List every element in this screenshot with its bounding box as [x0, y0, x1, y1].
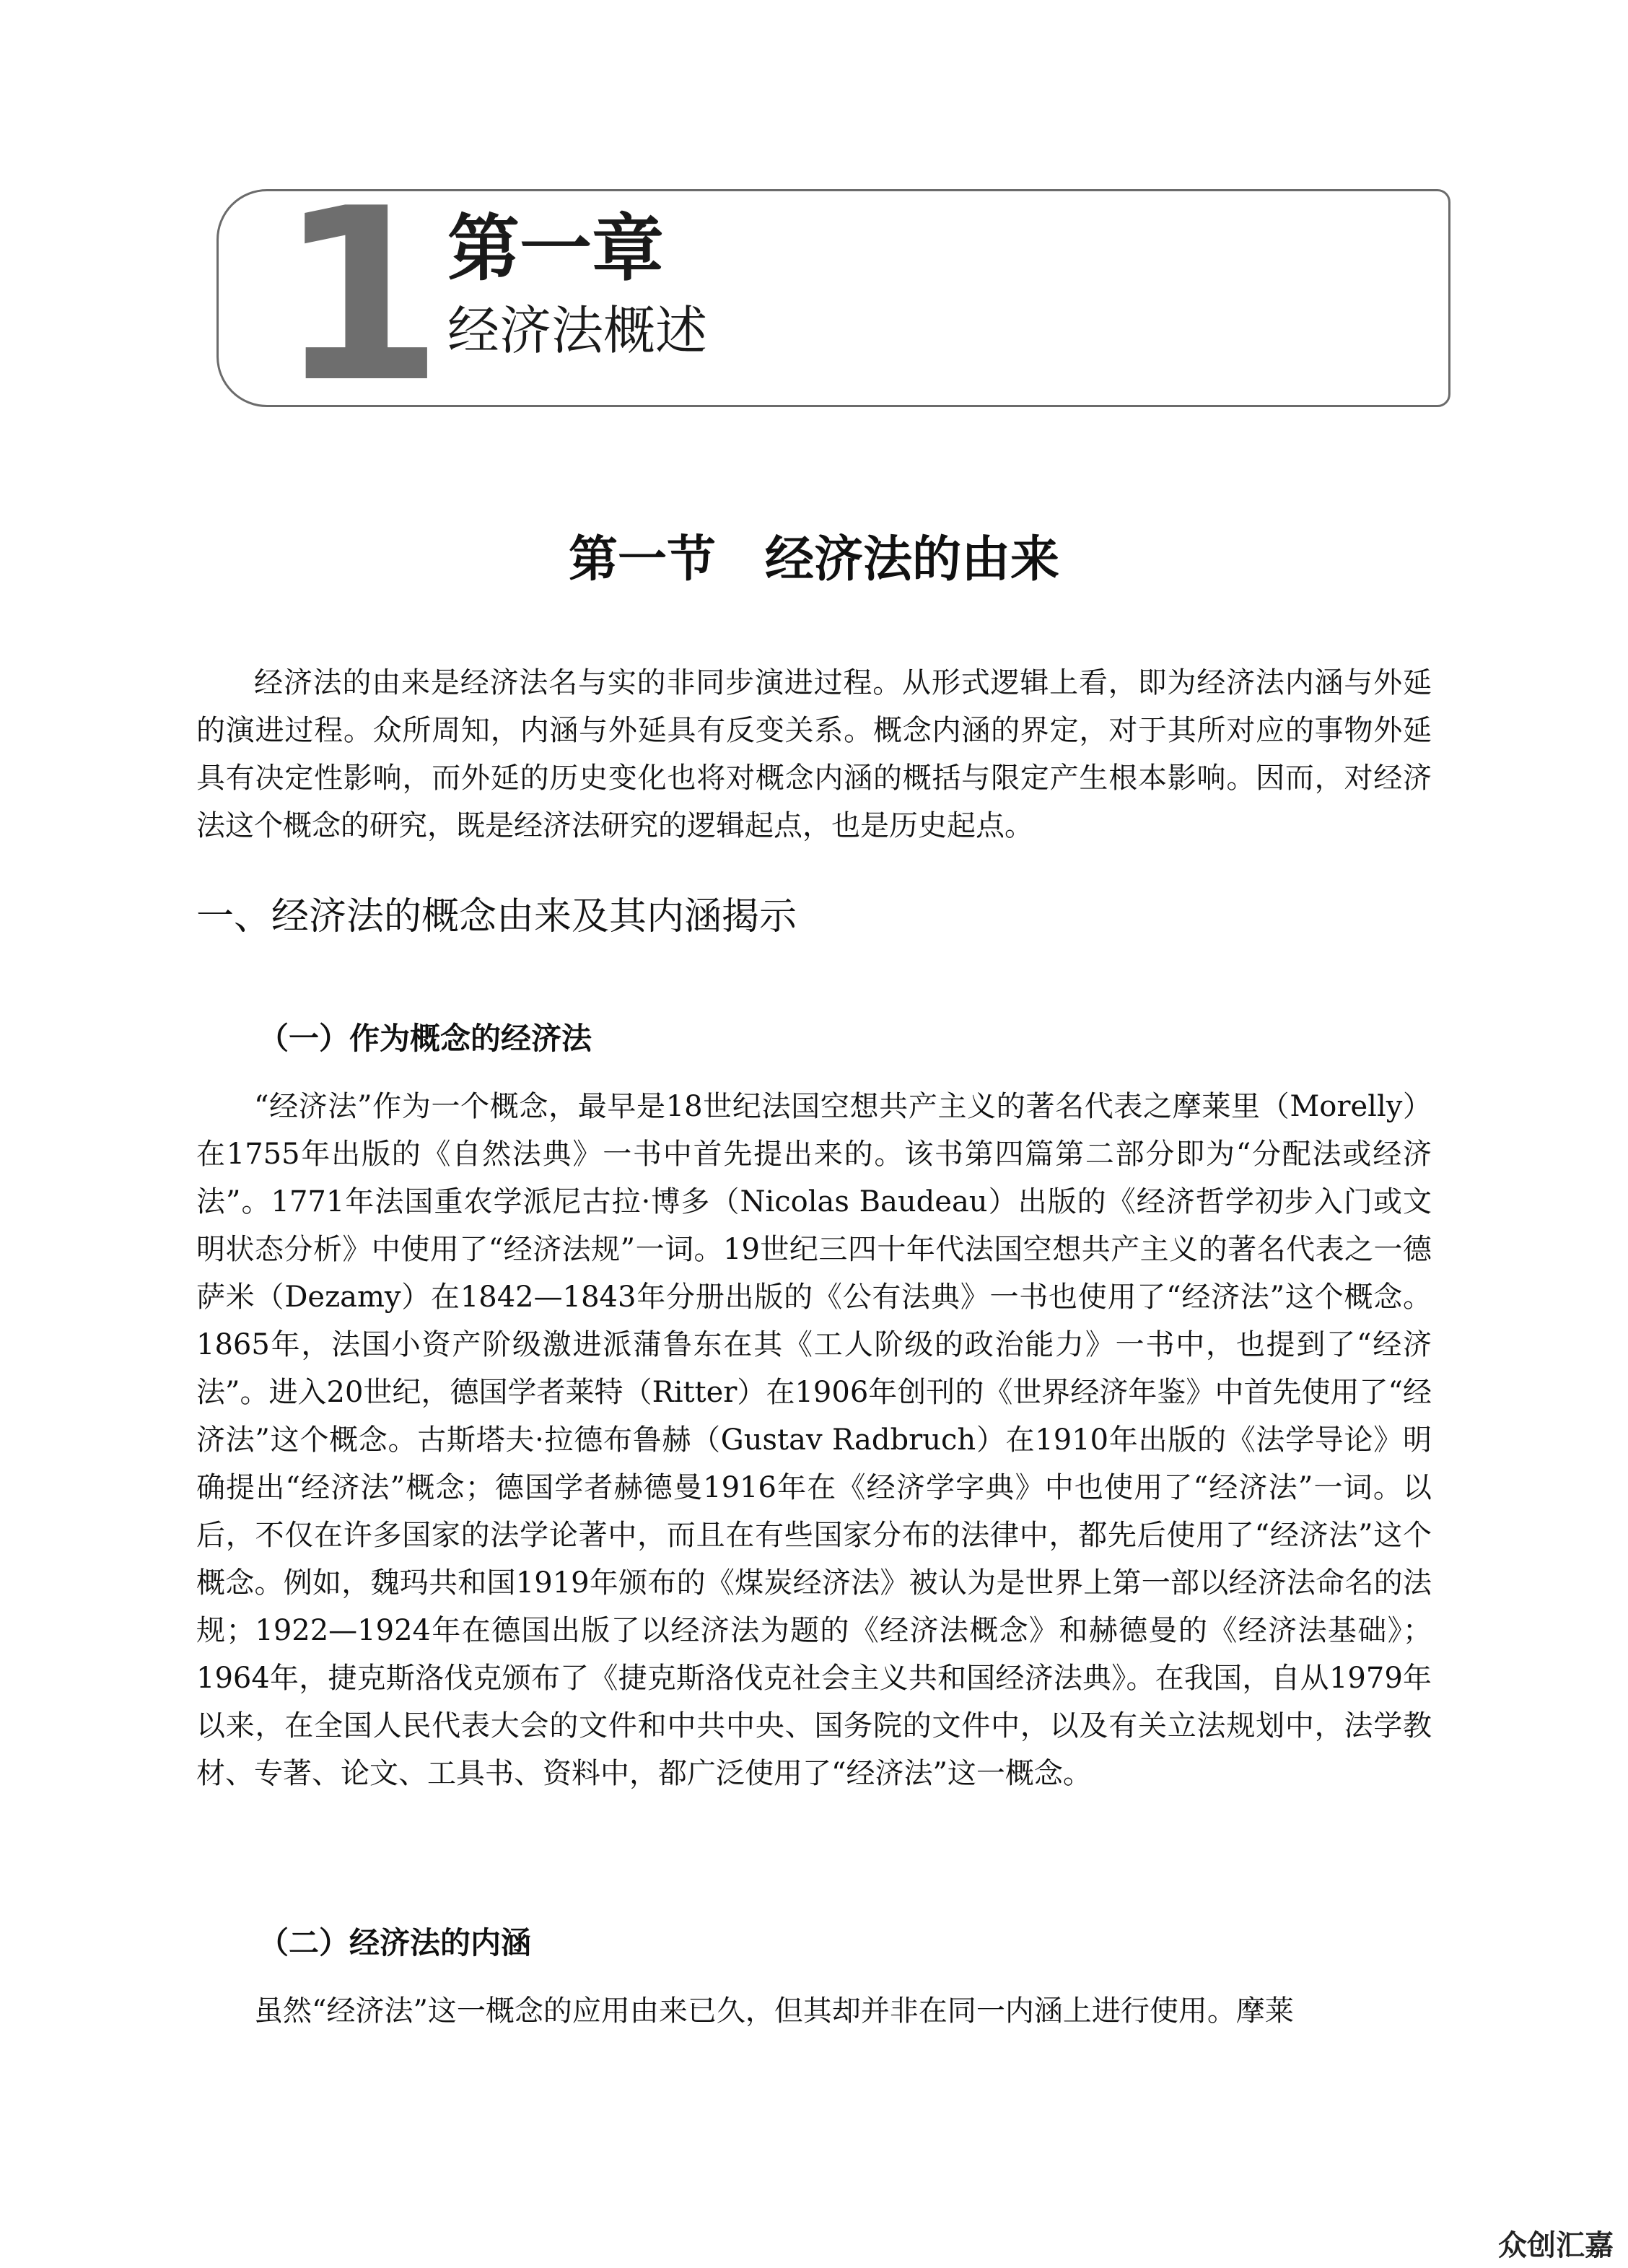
- subsection-1-heading: （一）作为概念的经济法: [258, 1021, 592, 1056]
- subsection-2-paragraph: 虽然“经济法”这一概念的应用由来已久，但其却并非在同一内涵上进行使用。摩莱: [254, 1994, 1294, 2028]
- subsection-1-paragraph: “经济法”作为一个概念，最早是18世纪法国空想共产主义的著名代表之摩莱里（Morelly）在1755年出版的《自然法典》一书中首先提出来的。该书第四篇第二部分即为“分配法或经济法”。1771年法国重农学派尼古拉·博多（Nicolas Baudeau）出版的《经济哲学初步入门或文明状态分析》中使用了“经济法规”一词。19世纪三四十年代法国空想共产主义的著名代表之一德萨米（Dezamy）在1842—1843年分册出版的《公有法典》一书也使用了“经济法”这个概念。1865年，法国小资产阶级激进派蒲鲁东在其《工人阶级的政治能力》一书中，也提到了“经济法”。进入20世纪，德国学者莱特（Ritter）在1906年创刊的《世界经济年鉴》中首先使用了“经济法”这个概念。古斯塔夫·拉德布鲁赫（Gustav Radbruch）在1910年出版的《法学导论》明确提出“经济法”概念；德国学者赫德曼1916年在《经济学字典》中也使用了“经济法”一词。以后，不仅在许多国家的法学论著中，而且在有些国家分布的法律中，都先后使用了“经济法”这个概念。例如，魏玛共和国1919年颁布的《煤炭经济法》被认为是世界上第一部以经济法命名的法规；1922—1924年在德国出版了以经济法为题的《经济法概念》和赫德曼的《经济法基础》；1964年，捷克斯洛伐克颁布了《捷克斯洛伐克社会主义共和国经济法典》。在我国，自从1979年以来，在全国人民代表大会的文件和中共中央、国务院的文件中，以及有关立法规划中，法学教材、专著、论文、工具书、资料中，都广泛使用了“经济法”这一概念。: [196, 1090, 1432, 1790]
- subsection-2-heading: （二）经济法的内涵: [258, 1925, 532, 1960]
- chapter-title: 经济法概述: [447, 300, 708, 361]
- section-title: 第一节 经济法的由来: [568, 531, 1059, 588]
- heading-level-1: 一、经济法的概念由来及其内涵揭示: [196, 895, 797, 938]
- chapter-number-label: 第一章: [447, 206, 664, 291]
- intro-paragraph: 经济法的由来是经济法名与实的非同步演进过程。从形式逻辑上看，即为经济法内涵与外延的演进过程。众所周知，内涵与外延具有反变关系。概念内涵的界定，对于其所对应的事物外延具有决定性影响，而外延的历史变化也将对概念内涵的概括与限定产生根本影响。因而，对经济法这个概念的研究，既是经济法研究的逻辑起点，也是历史起点。: [196, 666, 1432, 842]
- watermark-logo: 众创汇嘉: [1498, 2229, 1614, 2262]
- chapter-numeral: 1: [278, 157, 444, 435]
